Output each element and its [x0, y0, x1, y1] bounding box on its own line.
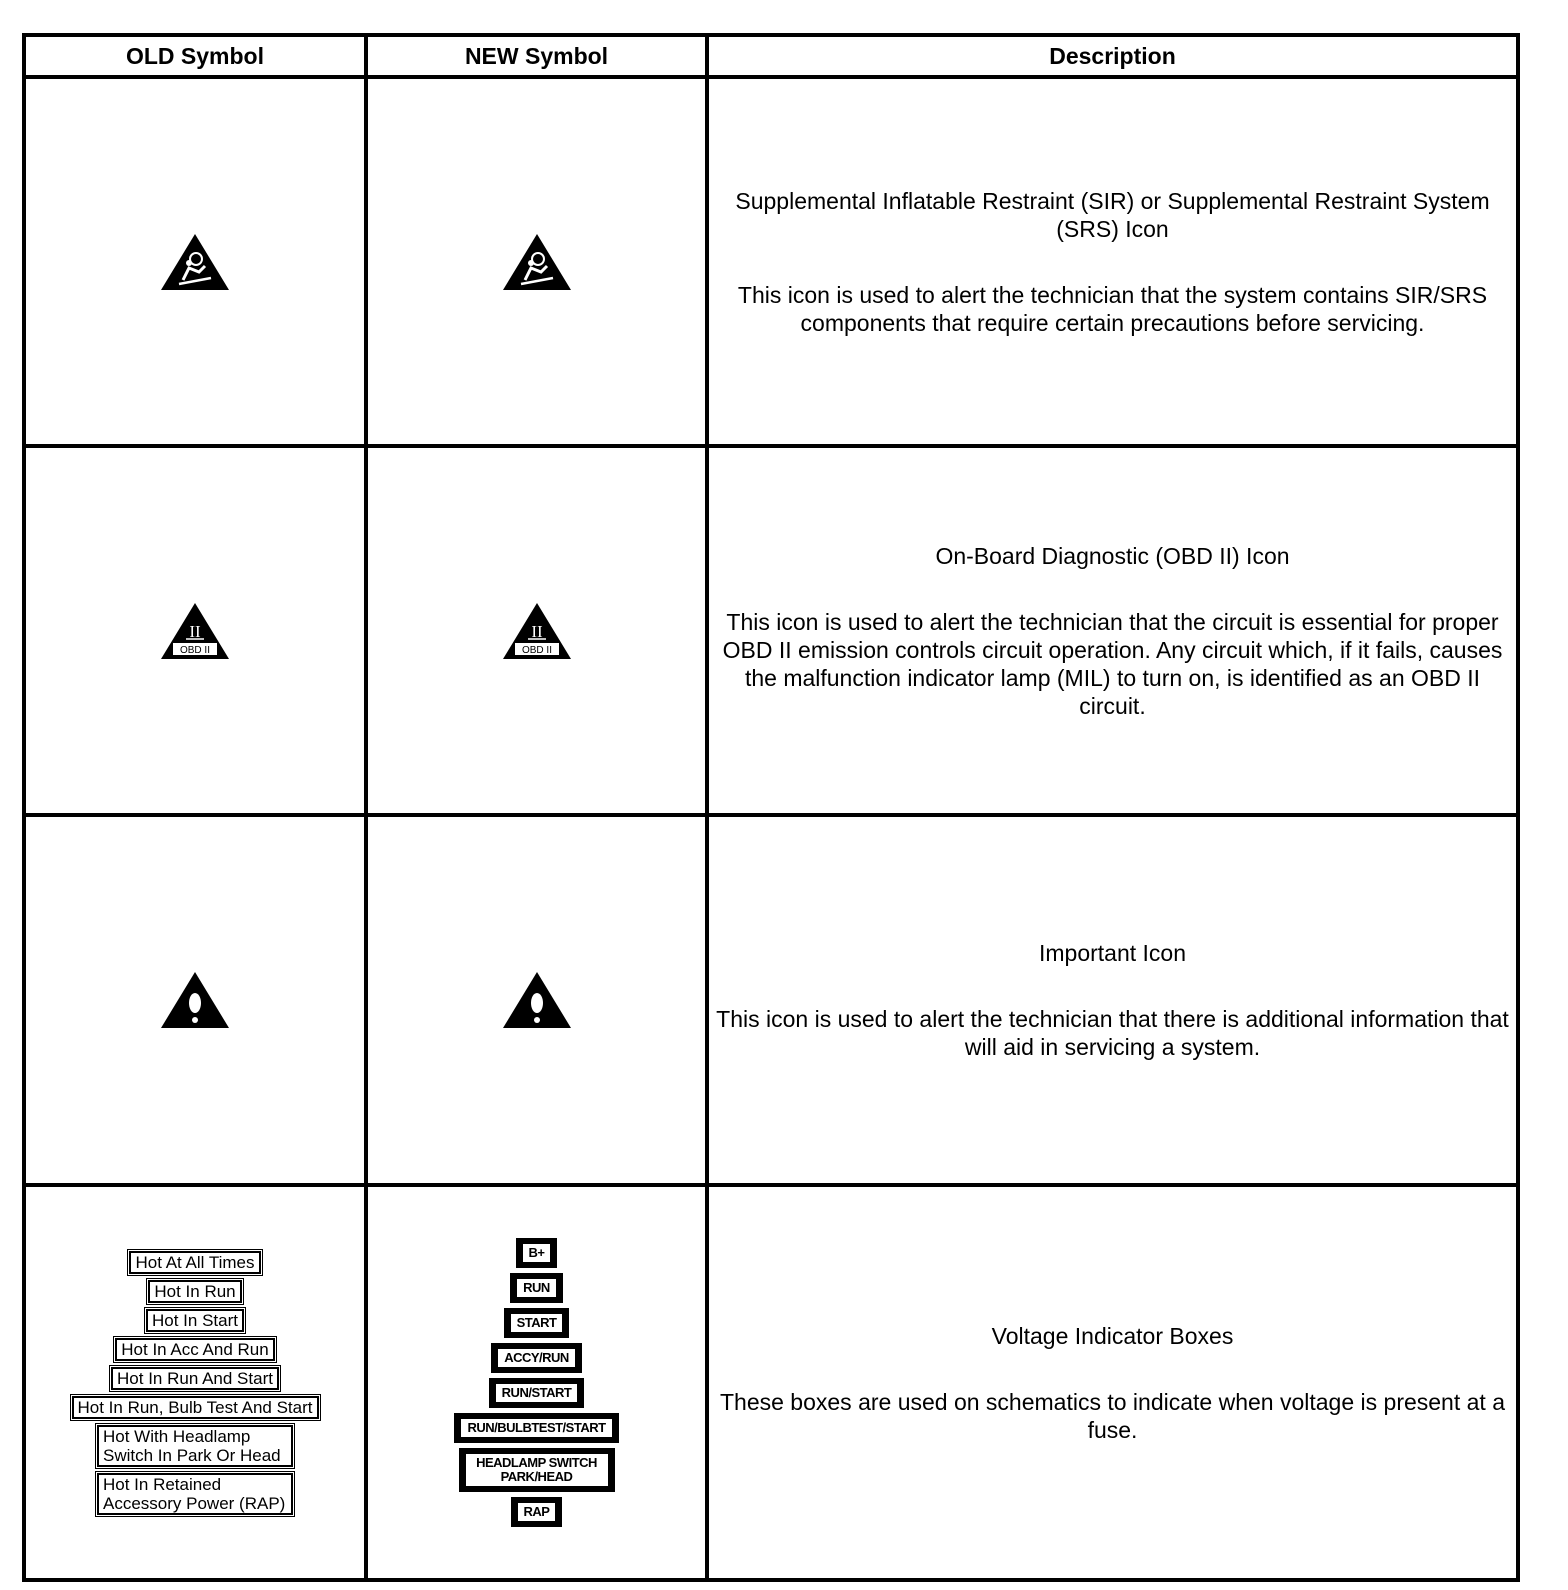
important-body: This icon is used to alert the technician that there is additional information that will aid in servicing a system.: [716, 1006, 1509, 1060]
sir-description: [709, 79, 1516, 444]
header-old-symbol: OLD Symbol: [125, 42, 264, 69]
obd-description: [709, 448, 1516, 813]
new-voltage-box-label: RUN: [517, 1279, 556, 1297]
new-voltage-box: [504, 1308, 570, 1338]
new-voltage-boxes-cell: [368, 1187, 705, 1578]
header-description: Description: [1049, 42, 1176, 69]
old-voltage-box: Hot In Run, Bulb Test And Start: [72, 1396, 319, 1419]
symbol-comparison-table: [22, 33, 1520, 1582]
new-voltage-box-label: B+: [523, 1244, 551, 1262]
obd-title: On-Board Diagnostic (OBD II) Icon: [935, 542, 1290, 569]
new-voltage-box: [510, 1273, 563, 1303]
obd-ii-label: OBD II: [521, 644, 552, 656]
important-description: [709, 817, 1516, 1183]
old-voltage-boxes-cell: [26, 1187, 364, 1578]
new-important-icon-cell: [368, 817, 705, 1183]
new-sir-icon-cell: [368, 79, 705, 444]
old-voltage-box: Hot In Acc And Run: [115, 1338, 274, 1361]
new-voltage-box-label: RUN/START: [496, 1384, 578, 1402]
new-voltage-box: [516, 1238, 558, 1268]
sir-title: Supplemental Inflatable Restraint (SIR) or Supplemental Restraint System (SRS) Icon: [735, 187, 1490, 242]
obd-ii-roman-numeral: II: [530, 621, 543, 641]
new-voltage-box: [459, 1448, 615, 1492]
old-voltage-box: Hot In Start: [146, 1309, 244, 1332]
obd-ii-label: OBD II: [179, 644, 211, 656]
old-obd-icon-cell: [26, 448, 364, 813]
important-title: Important Icon: [1038, 940, 1187, 966]
voltage-description: [709, 1187, 1516, 1578]
obd-body: This icon is used to alert the technician that the circuit is essential for proper OBD II emission controls circuit operation. Any circuit which, if it fails, causes the malfunction indicator lamp (MIL) to turn on, is identified as an OBD II circuit.: [722, 608, 1503, 719]
new-voltage-box: [454, 1413, 618, 1443]
obd-ii-warning-icon: [501, 601, 573, 661]
important-exclamation-icon: [501, 970, 573, 1030]
sir-body: This icon is used to alert the technician that the system contains SIR/SRS components that require certain precautions before servicing.: [737, 281, 1488, 336]
header-new-symbol: NEW Symbol: [464, 42, 609, 69]
voltage-title: Voltage Indicator Boxes: [991, 1322, 1234, 1349]
old-sir-icon-cell: [26, 79, 364, 444]
old-voltage-box: Hot With Headlamp Switch In Park Or Head: [97, 1425, 293, 1467]
sir-airbag-warning-icon: [159, 232, 231, 292]
new-voltage-box: [489, 1378, 585, 1408]
new-voltage-box-label: START: [511, 1314, 563, 1332]
old-important-icon-cell: [26, 817, 364, 1183]
old-voltage-box: Hot In Run And Start: [111, 1367, 279, 1390]
new-voltage-box-label: RUN/BULBTEST/START: [461, 1419, 611, 1437]
voltage-body: These boxes are used on schematics to indicate when voltage is present at a fuse.: [719, 1388, 1505, 1443]
new-voltage-box: [511, 1497, 563, 1527]
important-exclamation-icon: [159, 970, 231, 1030]
new-voltage-box-label: ACCY/RUN: [498, 1349, 575, 1367]
new-voltage-box-label: RAP: [518, 1503, 556, 1521]
old-voltage-box: Hot In Retained Accessory Power (RAP): [97, 1473, 293, 1515]
old-voltage-box-list: [72, 1251, 319, 1515]
obd-ii-warning-icon: [159, 601, 231, 661]
new-voltage-box-list: [454, 1238, 618, 1527]
old-voltage-box: Hot At All Times: [129, 1251, 260, 1274]
old-voltage-box: Hot In Run: [148, 1280, 241, 1303]
sir-airbag-warning-icon: [501, 232, 573, 292]
new-voltage-box: [491, 1343, 582, 1373]
new-obd-icon-cell: [368, 448, 705, 813]
new-voltage-box-label: HEADLAMP SWITCH PARK/HEAD: [466, 1454, 608, 1486]
obd-ii-roman-numeral: II: [189, 621, 201, 641]
